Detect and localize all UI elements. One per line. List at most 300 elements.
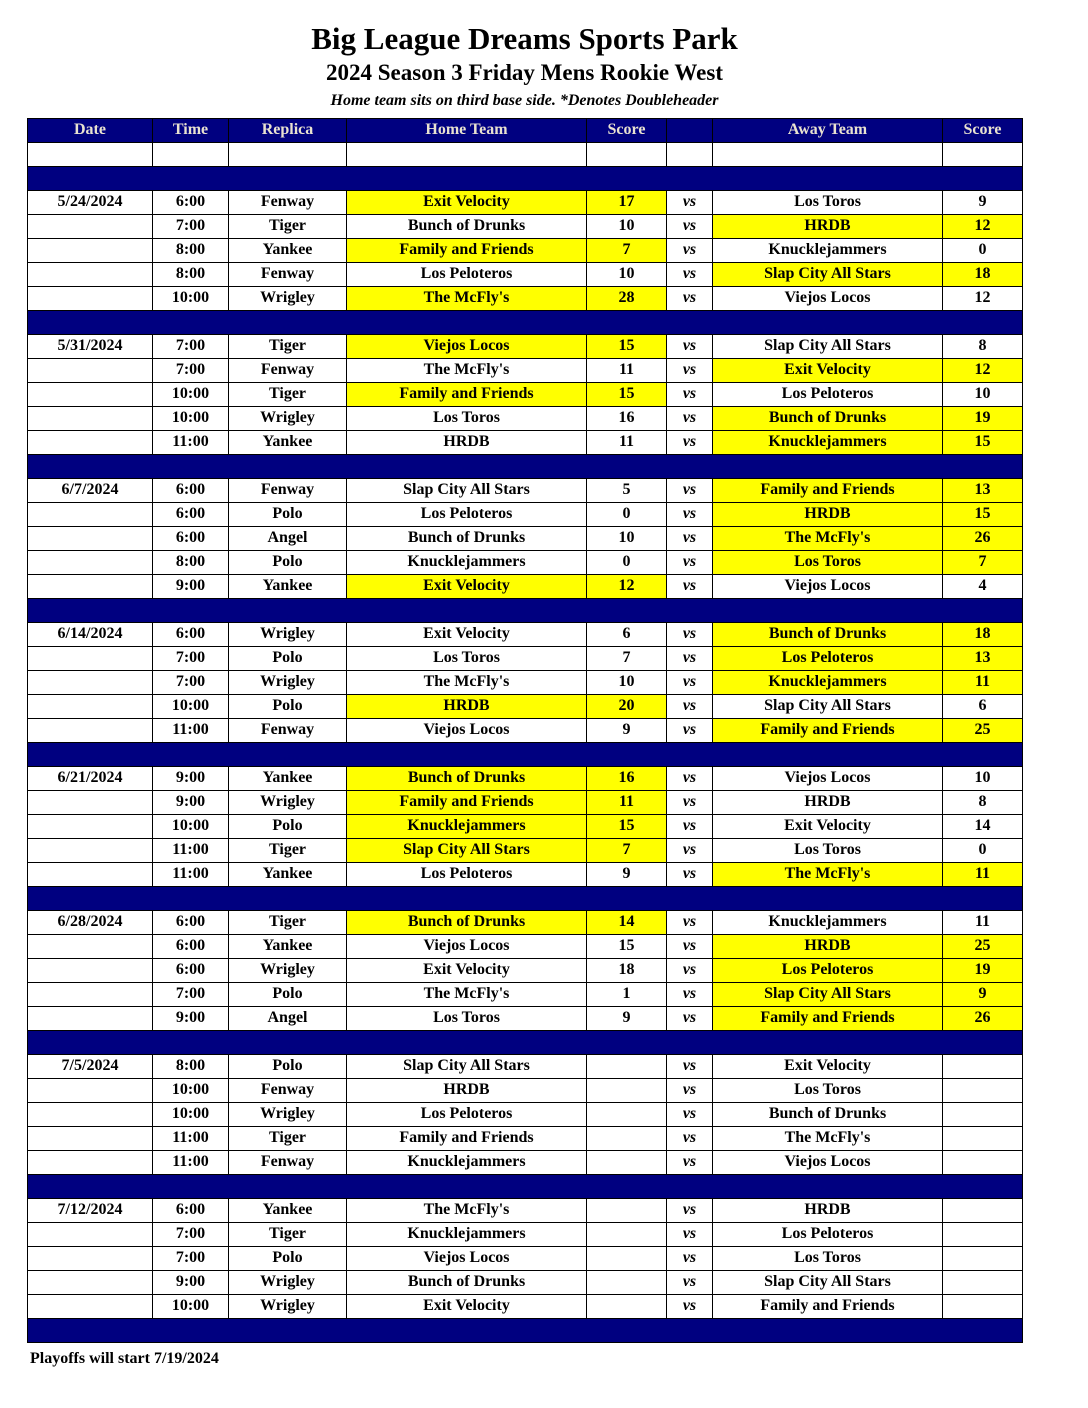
game-row [28, 790, 1023, 814]
replica-cell: Wrigley [229, 286, 347, 310]
home-team-cell: Viejos Locos [347, 334, 587, 358]
away-score-cell: 9 [943, 190, 1023, 214]
home-score-cell: 7 [587, 238, 667, 262]
replica-cell: Yankee [229, 766, 347, 790]
game-row [28, 1150, 1023, 1174]
time-cell: 10:00 [153, 382, 229, 406]
game-row [28, 286, 1023, 310]
date-cell [28, 1246, 153, 1270]
time-cell: 10:00 [153, 1102, 229, 1126]
home-score-cell [587, 1294, 667, 1318]
date-cell: 7/12/2024 [28, 1198, 153, 1222]
game-row [28, 622, 1023, 646]
away-team-cell: Exit Velocity [713, 814, 943, 838]
blank-date-cell [28, 142, 153, 166]
home-score-cell: 7 [587, 838, 667, 862]
date-cell: 5/31/2024 [28, 334, 153, 358]
home-score-cell: 14 [587, 910, 667, 934]
home-score-cell: 0 [587, 550, 667, 574]
game-row [28, 190, 1023, 214]
away-score-cell: 19 [943, 406, 1023, 430]
home-team-cell: HRDB [347, 430, 587, 454]
away-team-cell: Knucklejammers [713, 238, 943, 262]
home-score-cell: 17 [587, 190, 667, 214]
vs-cell: vs [667, 1150, 713, 1174]
time-cell: 6:00 [153, 1198, 229, 1222]
date-cell [28, 646, 153, 670]
replica-cell: Fenway [229, 262, 347, 286]
away-team-cell: Exit Velocity [713, 358, 943, 382]
game-row [28, 334, 1023, 358]
away-score-cell: 12 [943, 358, 1023, 382]
vs-cell: vs [667, 238, 713, 262]
date-cell [28, 1126, 153, 1150]
home-team-cell: Bunch of Drunks [347, 214, 587, 238]
replica-cell: Tiger [229, 1126, 347, 1150]
home-team-cell: Slap City All Stars [347, 1054, 587, 1078]
game-row [28, 1102, 1023, 1126]
vs-cell: vs [667, 766, 713, 790]
home-team-cell: Bunch of Drunks [347, 910, 587, 934]
home-team-cell: Bunch of Drunks [347, 526, 587, 550]
away-score-cell: 8 [943, 334, 1023, 358]
separator-row [28, 1030, 1023, 1054]
home-team-cell: Knucklejammers [347, 1222, 587, 1246]
home-team-cell: Knucklejammers [347, 550, 587, 574]
blank-away-score-cell [943, 142, 1023, 166]
home-team-cell: Exit Velocity [347, 1294, 587, 1318]
replica-cell: Fenway [229, 358, 347, 382]
replica-cell: Polo [229, 1054, 347, 1078]
home-score-cell [587, 1246, 667, 1270]
home-team-cell: Los Peloteros [347, 502, 587, 526]
vs-cell: vs [667, 694, 713, 718]
home-team-cell: The McFly's [347, 358, 587, 382]
date-cell [28, 838, 153, 862]
page-subtitle: 2024 Season 3 Friday Mens Rookie West [326, 60, 723, 86]
home-score-cell [587, 1054, 667, 1078]
home-score-cell [587, 1126, 667, 1150]
replica-cell: Fenway [229, 478, 347, 502]
time-cell: 6:00 [153, 910, 229, 934]
away-team-cell: Knucklejammers [713, 910, 943, 934]
date-cell [28, 1102, 153, 1126]
separator-row [28, 742, 1023, 766]
game-row [28, 358, 1023, 382]
vs-cell: vs [667, 1270, 713, 1294]
game-row [28, 382, 1023, 406]
replica-cell: Wrigley [229, 1270, 347, 1294]
time-cell: 11:00 [153, 838, 229, 862]
away-team-cell: Viejos Locos [713, 1150, 943, 1174]
home-score-cell [587, 1222, 667, 1246]
home-team-cell: Exit Velocity [347, 622, 587, 646]
game-row [28, 1054, 1023, 1078]
game-row [28, 478, 1023, 502]
time-cell: 10:00 [153, 1078, 229, 1102]
home-score-cell [587, 1270, 667, 1294]
away-team-cell: Knucklejammers [713, 670, 943, 694]
away-team-cell: Viejos Locos [713, 766, 943, 790]
home-score-cell: 15 [587, 934, 667, 958]
date-cell [28, 502, 153, 526]
home-score-cell: 18 [587, 958, 667, 982]
vs-cell: vs [667, 1126, 713, 1150]
date-cell [28, 862, 153, 886]
away-score-cell [943, 1270, 1023, 1294]
date-cell [28, 718, 153, 742]
date-cell [28, 1078, 153, 1102]
away-score-cell: 6 [943, 694, 1023, 718]
time-cell: 11:00 [153, 862, 229, 886]
home-score-cell: 16 [587, 406, 667, 430]
replica-cell: Yankee [229, 934, 347, 958]
away-score-cell: 0 [943, 238, 1023, 262]
time-cell: 9:00 [153, 766, 229, 790]
game-row [28, 1294, 1023, 1318]
replica-cell: Tiger [229, 1222, 347, 1246]
away-score-cell [943, 1054, 1023, 1078]
away-score-cell [943, 1078, 1023, 1102]
home-team-cell: Viejos Locos [347, 718, 587, 742]
away-score-cell: 13 [943, 478, 1023, 502]
date-cell [28, 694, 153, 718]
column-header-away-team: Away Team [713, 118, 943, 142]
date-cell: 6/28/2024 [28, 910, 153, 934]
home-team-cell: The McFly's [347, 286, 587, 310]
vs-cell: vs [667, 1078, 713, 1102]
home-team-cell: Knucklejammers [347, 1150, 587, 1174]
home-team-cell: The McFly's [347, 1198, 587, 1222]
home-team-cell: HRDB [347, 694, 587, 718]
home-team-cell: Los Toros [347, 406, 587, 430]
game-row [28, 406, 1023, 430]
time-cell: 10:00 [153, 286, 229, 310]
home-team-cell: Family and Friends [347, 238, 587, 262]
home-team-cell: Viejos Locos [347, 934, 587, 958]
replica-cell: Polo [229, 550, 347, 574]
page-header [27, 22, 1022, 110]
time-cell: 11:00 [153, 718, 229, 742]
separator-band [28, 310, 1023, 334]
home-team-cell: Exit Velocity [347, 958, 587, 982]
date-cell: 7/5/2024 [28, 1054, 153, 1078]
home-score-cell: 10 [587, 214, 667, 238]
home-team-cell: Exit Velocity [347, 574, 587, 598]
away-score-cell [943, 1150, 1023, 1174]
home-score-cell: 15 [587, 334, 667, 358]
separator-row [28, 454, 1023, 478]
vs-cell: vs [667, 814, 713, 838]
separator-band [28, 1318, 1023, 1342]
separator-row [28, 886, 1023, 910]
vs-cell: vs [667, 406, 713, 430]
away-team-cell: Slap City All Stars [713, 694, 943, 718]
vs-cell: vs [667, 934, 713, 958]
away-score-cell: 11 [943, 670, 1023, 694]
game-row [28, 958, 1023, 982]
blank-home-score-cell [587, 142, 667, 166]
game-row [28, 1006, 1023, 1030]
away-score-cell: 19 [943, 958, 1023, 982]
replica-cell: Tiger [229, 214, 347, 238]
game-row [28, 670, 1023, 694]
game-row [28, 574, 1023, 598]
replica-cell: Yankee [229, 238, 347, 262]
away-score-cell: 25 [943, 934, 1023, 958]
away-team-cell: HRDB [713, 502, 943, 526]
away-score-cell: 25 [943, 718, 1023, 742]
home-team-cell: Los Peloteros [347, 862, 587, 886]
date-cell [28, 1222, 153, 1246]
replica-cell: Fenway [229, 1078, 347, 1102]
home-team-cell: Family and Friends [347, 382, 587, 406]
vs-cell: vs [667, 958, 713, 982]
vs-cell: vs [667, 1198, 713, 1222]
time-cell: 9:00 [153, 1006, 229, 1030]
replica-cell: Polo [229, 694, 347, 718]
time-cell: 7:00 [153, 1246, 229, 1270]
home-score-cell: 9 [587, 1006, 667, 1030]
replica-cell: Angel [229, 526, 347, 550]
vs-cell: vs [667, 214, 713, 238]
game-row [28, 502, 1023, 526]
vs-cell: vs [667, 358, 713, 382]
vs-cell: vs [667, 574, 713, 598]
away-team-cell: Los Peloteros [713, 958, 943, 982]
home-team-cell: Los Peloteros [347, 1102, 587, 1126]
away-team-cell: The McFly's [713, 862, 943, 886]
game-row [28, 238, 1023, 262]
game-row [28, 838, 1023, 862]
game-row [28, 694, 1023, 718]
replica-cell: Yankee [229, 430, 347, 454]
column-header-replica: Replica [229, 118, 347, 142]
replica-cell: Polo [229, 646, 347, 670]
vs-cell: vs [667, 430, 713, 454]
away-team-cell: Los Toros [713, 1246, 943, 1270]
game-row [28, 1078, 1023, 1102]
schedule-table-body [28, 142, 1023, 1342]
away-team-cell: Viejos Locos [713, 574, 943, 598]
game-row [28, 550, 1023, 574]
away-score-cell: 18 [943, 262, 1023, 286]
game-row [28, 766, 1023, 790]
vs-cell: vs [667, 526, 713, 550]
away-score-cell: 12 [943, 286, 1023, 310]
time-cell: 6:00 [153, 190, 229, 214]
date-cell [28, 1006, 153, 1030]
home-score-cell [587, 1150, 667, 1174]
time-cell: 10:00 [153, 694, 229, 718]
game-row [28, 934, 1023, 958]
home-score-cell [587, 1198, 667, 1222]
schedule-table [27, 118, 1023, 1343]
vs-cell: vs [667, 1222, 713, 1246]
date-cell: 6/21/2024 [28, 766, 153, 790]
date-cell [28, 1270, 153, 1294]
away-score-cell: 12 [943, 214, 1023, 238]
vs-cell: vs [667, 670, 713, 694]
away-score-cell: 4 [943, 574, 1023, 598]
time-cell: 7:00 [153, 334, 229, 358]
separator-row [28, 166, 1023, 190]
date-cell [28, 814, 153, 838]
game-row [28, 862, 1023, 886]
time-cell: 6:00 [153, 958, 229, 982]
vs-cell: vs [667, 790, 713, 814]
time-cell: 8:00 [153, 238, 229, 262]
time-cell: 8:00 [153, 262, 229, 286]
home-score-cell: 20 [587, 694, 667, 718]
game-row [28, 1270, 1023, 1294]
time-cell: 9:00 [153, 790, 229, 814]
away-team-cell: Bunch of Drunks [713, 622, 943, 646]
time-cell: 7:00 [153, 358, 229, 382]
time-cell: 7:00 [153, 214, 229, 238]
game-row [28, 526, 1023, 550]
home-score-cell: 9 [587, 862, 667, 886]
away-team-cell: HRDB [713, 790, 943, 814]
date-cell: 6/14/2024 [28, 622, 153, 646]
date-cell [28, 574, 153, 598]
away-score-cell: 14 [943, 814, 1023, 838]
game-row [28, 814, 1023, 838]
vs-cell: vs [667, 838, 713, 862]
home-score-cell: 10 [587, 670, 667, 694]
separator-band [28, 454, 1023, 478]
replica-cell: Wrigley [229, 1102, 347, 1126]
time-cell: 6:00 [153, 502, 229, 526]
home-team-cell: Exit Velocity [347, 190, 587, 214]
game-row [28, 910, 1023, 934]
away-team-cell: Los Toros [713, 550, 943, 574]
home-score-cell: 7 [587, 646, 667, 670]
time-cell: 9:00 [153, 1270, 229, 1294]
column-header-time: Time [153, 118, 229, 142]
time-cell: 6:00 [153, 526, 229, 550]
home-score-cell: 6 [587, 622, 667, 646]
away-score-cell [943, 1126, 1023, 1150]
date-cell [28, 382, 153, 406]
separator-band [28, 742, 1023, 766]
blank-vs-cell [667, 142, 713, 166]
home-score-cell: 16 [587, 766, 667, 790]
game-row [28, 262, 1023, 286]
replica-cell: Wrigley [229, 958, 347, 982]
separator-row [28, 1318, 1023, 1342]
home-team-cell: The McFly's [347, 670, 587, 694]
time-cell: 6:00 [153, 478, 229, 502]
replica-cell: Fenway [229, 1150, 347, 1174]
column-header-home-score: Score [587, 118, 667, 142]
replica-cell: Wrigley [229, 1294, 347, 1318]
time-cell: 8:00 [153, 550, 229, 574]
vs-cell: vs [667, 1294, 713, 1318]
home-score-cell: 15 [587, 814, 667, 838]
home-score-cell: 9 [587, 718, 667, 742]
home-score-cell: 28 [587, 286, 667, 310]
replica-cell: Tiger [229, 838, 347, 862]
away-team-cell: HRDB [713, 214, 943, 238]
away-score-cell: 7 [943, 550, 1023, 574]
replica-cell: Fenway [229, 718, 347, 742]
date-cell: 5/24/2024 [28, 190, 153, 214]
replica-cell: Wrigley [229, 670, 347, 694]
vs-cell: vs [667, 190, 713, 214]
column-header-date: Date [28, 118, 153, 142]
replica-cell: Tiger [229, 382, 347, 406]
away-team-cell: Viejos Locos [713, 286, 943, 310]
vs-cell: vs [667, 262, 713, 286]
vs-cell: vs [667, 334, 713, 358]
away-team-cell: HRDB [713, 1198, 943, 1222]
away-score-cell: 26 [943, 1006, 1023, 1030]
home-score-cell: 11 [587, 430, 667, 454]
home-score-cell [587, 1102, 667, 1126]
away-score-cell: 10 [943, 766, 1023, 790]
vs-cell: vs [667, 622, 713, 646]
date-cell: 6/7/2024 [28, 478, 153, 502]
date-cell [28, 1294, 153, 1318]
date-cell [28, 982, 153, 1006]
home-team-cell: Slap City All Stars [347, 838, 587, 862]
playoffs-note: Playoffs will start 7/19/2024 [30, 1349, 219, 1367]
time-cell: 11:00 [153, 1126, 229, 1150]
away-score-cell: 15 [943, 430, 1023, 454]
time-cell: 10:00 [153, 406, 229, 430]
away-score-cell [943, 1102, 1023, 1126]
away-score-cell [943, 1198, 1023, 1222]
home-team-cell: Viejos Locos [347, 1246, 587, 1270]
column-header-vs [667, 118, 713, 142]
game-row [28, 214, 1023, 238]
separator-row [28, 310, 1023, 334]
replica-cell: Wrigley [229, 622, 347, 646]
away-score-cell: 13 [943, 646, 1023, 670]
date-cell [28, 358, 153, 382]
separator-band [28, 886, 1023, 910]
home-team-note: Home team sits on third base side. *Denotes Doubleheader [330, 92, 719, 110]
time-cell: 6:00 [153, 622, 229, 646]
vs-cell: vs [667, 550, 713, 574]
vs-cell: vs [667, 646, 713, 670]
away-score-cell [943, 1222, 1023, 1246]
home-score-cell: 12 [587, 574, 667, 598]
home-team-cell: The McFly's [347, 982, 587, 1006]
time-cell: 9:00 [153, 574, 229, 598]
away-team-cell: Bunch of Drunks [713, 406, 943, 430]
home-score-cell: 11 [587, 790, 667, 814]
away-score-cell: 8 [943, 790, 1023, 814]
time-cell: 7:00 [153, 982, 229, 1006]
away-team-cell: Family and Friends [713, 718, 943, 742]
separator-row [28, 598, 1023, 622]
table-header-row [28, 118, 1023, 142]
game-row [28, 430, 1023, 454]
vs-cell: vs [667, 718, 713, 742]
home-team-cell: HRDB [347, 1078, 587, 1102]
home-team-cell: Slap City All Stars [347, 478, 587, 502]
vs-cell: vs [667, 478, 713, 502]
time-cell: 10:00 [153, 1294, 229, 1318]
separator-row [28, 1174, 1023, 1198]
vs-cell: vs [667, 382, 713, 406]
home-team-cell: Knucklejammers [347, 814, 587, 838]
away-score-cell [943, 1246, 1023, 1270]
blank-replica-cell [229, 142, 347, 166]
page-title: Big League Dreams Sports Park [311, 21, 738, 56]
